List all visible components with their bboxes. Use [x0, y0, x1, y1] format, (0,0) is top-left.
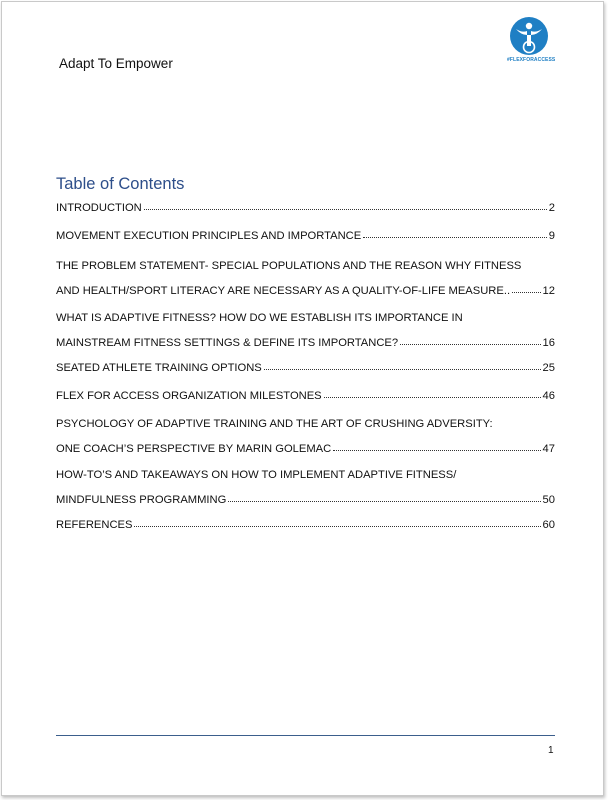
- toc-entry-line: [56, 494, 555, 519]
- toc-page-number: 46: [542, 390, 555, 402]
- toc-heading: Table of Contents: [56, 175, 185, 193]
- toc-entry-line: [56, 362, 555, 387]
- toc-page-number: 2: [548, 202, 555, 214]
- toc-entry[interactable]: [56, 230, 555, 255]
- toc-entry-title: REFERENCES: [56, 519, 133, 531]
- toc-dot-leader: [228, 501, 540, 502]
- toc-page-number: 9: [548, 230, 555, 242]
- logo-caption: #FLEXFORACCESS: [507, 57, 556, 63]
- toc-entry-line: [56, 519, 555, 544]
- toc-entry-line: [56, 469, 555, 494]
- toc-entry-line: [56, 443, 555, 468]
- toc-entry-title: HOW-TO’S AND TAKEAWAYS ON HOW TO IMPLEMENT ADAPTIVE FITNESS/: [56, 469, 457, 481]
- toc-dot-leader: [400, 344, 540, 345]
- flex-for-access-logo: [507, 16, 556, 72]
- toc-entry-title: MINDFULNESS PROGRAMMING: [56, 494, 227, 506]
- toc-entry[interactable]: [56, 260, 555, 310]
- toc-entry-title: FLEX FOR ACCESS ORGANIZATION MILESTONES: [56, 390, 322, 402]
- toc-entry-title: PSYCHOLOGY OF ADAPTIVE TRAINING AND THE ART OF CRUSHING ADVERSITY:: [56, 418, 493, 430]
- toc-entry-line: [56, 390, 555, 415]
- toc-entry-title: AND HEALTH/SPORT LITERACY ARE NECESSARY AS A QUALITY-OF-LIFE MEASURE..: [56, 285, 511, 297]
- toc-dot-leader: [333, 450, 540, 451]
- toc-entry-title: THE PROBLEM STATEMENT- SPECIAL POPULATIONS AND THE REASON WHY FITNESS: [56, 260, 522, 272]
- header-title: Adapt To Empower: [59, 56, 173, 71]
- toc-entry[interactable]: [56, 469, 555, 519]
- toc-entry-title: INTRODUCTION: [56, 202, 142, 214]
- toc-entry[interactable]: [56, 418, 555, 468]
- toc-entry[interactable]: [56, 312, 555, 362]
- toc-page-number: 16: [542, 337, 555, 349]
- document-page: [1, 1, 604, 796]
- toc-entry[interactable]: [56, 362, 555, 387]
- toc-dot-leader: [144, 209, 547, 210]
- toc-entry-line: [56, 337, 555, 362]
- toc-page-number: 60: [542, 519, 555, 531]
- toc-entry-title: SEATED ATHLETE TRAINING OPTIONS: [56, 362, 262, 374]
- toc-page-number: 25: [542, 362, 555, 374]
- toc-page-number: 47: [542, 443, 555, 455]
- toc-entry-title: ONE COACH’S PERSPECTIVE BY MARIN GOLEMAC: [56, 443, 332, 455]
- page-number: 1: [548, 745, 554, 756]
- toc-entry-line: [56, 285, 555, 310]
- footer-divider: [56, 735, 555, 736]
- toc-entry-line: [56, 260, 555, 285]
- toc-page-number: 12: [542, 285, 555, 297]
- toc-page-number: 50: [542, 494, 555, 506]
- toc-entry-line: [56, 312, 555, 337]
- toc-entry-title: MOVEMENT EXECUTION PRINCIPLES AND IMPORTANCE: [56, 230, 362, 242]
- toc-entry-line: [56, 230, 555, 255]
- toc-dot-leader: [324, 397, 541, 398]
- toc-entry-line: [56, 202, 555, 227]
- toc-entry[interactable]: [56, 202, 555, 227]
- toc-entry-line: [56, 418, 555, 443]
- toc-entry[interactable]: [56, 390, 555, 415]
- toc-entry[interactable]: [56, 519, 555, 544]
- toc-entry-title: MAINSTREAM FITNESS SETTINGS & DEFINE ITS IMPORTANCE?: [56, 337, 399, 349]
- toc-dot-leader: [363, 237, 547, 238]
- toc-dot-leader: [512, 292, 540, 293]
- toc-dot-leader: [264, 369, 541, 370]
- toc-entry-title: WHAT IS ADAPTIVE FITNESS? HOW DO WE ESTABLISH ITS IMPORTANCE IN: [56, 312, 463, 324]
- logo-emblem-icon: [509, 16, 549, 56]
- toc-dot-leader: [134, 526, 540, 527]
